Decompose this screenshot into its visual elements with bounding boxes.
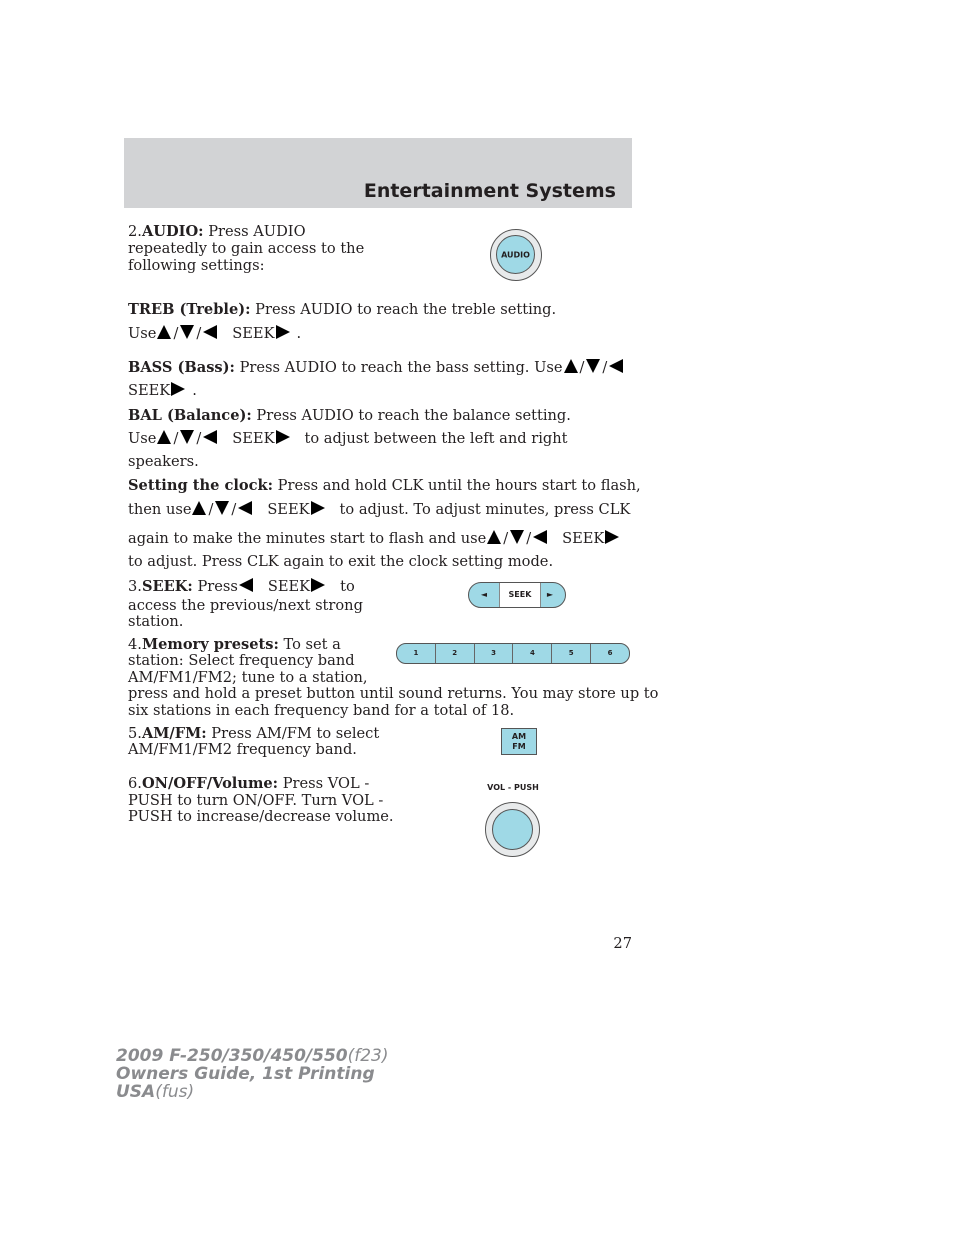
power-term: ON/OFF/Volume:: [141, 775, 279, 792]
treb-use: Use: [128, 325, 157, 342]
amfm-term: AM/FM:: [141, 725, 207, 742]
audio-button-label: AUDIO: [501, 250, 530, 259]
bal-text: Press AUDIO to reach the balance setting.: [256, 407, 571, 424]
memory-line-2: station: Select frequency band: [128, 652, 355, 669]
power-line-1: [128, 775, 369, 792]
footer-model: 2009 F-250/350/450/550: [116, 1046, 348, 1066]
memory-term: Memory presets:: [141, 636, 279, 653]
seek-right-icon: [276, 430, 290, 444]
seek-left-icon: [238, 501, 252, 515]
amfm-button-fm: FM: [512, 742, 526, 751]
bal-line-1: [128, 407, 571, 424]
seek-right-icon: [311, 501, 325, 515]
clock-text: Press and hold CLK until the hours start to flash,: [277, 477, 641, 494]
memory-line-1: [128, 636, 341, 653]
power-number: 6.: [128, 775, 142, 792]
treb-term: TREB (Treble):: [128, 301, 251, 318]
up-arrow-icon: [192, 501, 206, 515]
clock-line-2: then use / / SEEK to adjust. To adjust minutes, press CLK: [128, 501, 631, 518]
seek-press: Press: [197, 578, 238, 595]
bal-line-2: Use / / SEEK to adjust between the left and right: [128, 430, 568, 447]
up-arrow-icon: [564, 359, 578, 373]
seek-line-3: station.: [128, 613, 184, 630]
seek-left-icon: [203, 430, 217, 444]
bal-seek: SEEK: [232, 430, 275, 447]
down-arrow-icon: [180, 430, 194, 444]
footer-model-code: (f23): [347, 1046, 389, 1066]
volume-knob-face: [492, 809, 533, 850]
preset-button-4: 4: [513, 644, 552, 663]
memory-line-3: AM/FM1/FM2; tune to a station,: [128, 669, 368, 686]
down-arrow-icon: [510, 530, 524, 544]
bass-line-1: BASS (Bass): Press AUDIO to reach the bass setting. Use / /: [128, 359, 624, 376]
clock-line-4: to adjust. Press CLK again to exit the clock setting mode.: [128, 553, 554, 570]
amfm-line-2: AM/FM1/FM2 frequency band.: [128, 741, 357, 758]
treb-line-2: Use / / SEEK .: [128, 325, 302, 342]
page-title: Entertainment Systems: [363, 180, 616, 202]
seek-left-icon: [533, 530, 547, 544]
volume-knob-illustration: [485, 802, 540, 857]
clock-adjust: to adjust. To adjust minutes, press CLK: [339, 501, 631, 518]
down-arrow-icon: [180, 325, 194, 339]
header-band: [124, 138, 632, 208]
power-line-3: PUSH to increase/decrease volume.: [128, 808, 394, 825]
clock-again: again to make the minutes start to flash and use: [128, 530, 487, 547]
treb-end: .: [296, 325, 302, 342]
down-arrow-icon: [586, 359, 600, 373]
page-number: 27: [613, 935, 632, 952]
preset-button-2: 2: [436, 644, 475, 663]
seek-right-icon: [171, 382, 185, 396]
bass-line-2: [128, 382, 197, 399]
seek-left-icon: [239, 578, 253, 592]
preset-button-3: 3: [475, 644, 514, 663]
bal-use: Use: [128, 430, 157, 447]
footer-region: USA: [116, 1082, 156, 1102]
seek-right-icon: [605, 530, 619, 544]
bal-tail: to adjust between the left and right: [304, 430, 568, 447]
amfm-button-illustration: [501, 728, 537, 755]
preset-button-6: 6: [607, 649, 613, 657]
seek-line-2: access the previous/next strong: [128, 597, 363, 614]
memory-line-5: six stations in each frequency band for a total of 18.: [128, 702, 515, 719]
memory-l1: To set a: [283, 636, 341, 653]
audio-term: AUDIO:: [141, 223, 204, 240]
clock-term: Setting the clock:: [128, 477, 274, 494]
treb-line-1: [128, 301, 556, 318]
power-line-2: PUSH to turn ON/OFF. Turn VOL -: [128, 792, 384, 809]
bass-term: BASS (Bass):: [128, 359, 235, 376]
clock-seek-2: SEEK: [562, 530, 605, 547]
amfm-number: 5.: [128, 725, 142, 742]
audio-paragraph: [128, 223, 388, 274]
seek-right-icon: [276, 325, 290, 339]
memory-line-4: press and hold a preset button until sound returns. You may store up to: [128, 685, 659, 702]
seek-number: 3.: [128, 578, 142, 595]
seek-button-label: SEEK: [499, 583, 541, 607]
audio-text: Press AUDIO repeatedly to gain access to the following settings:: [128, 223, 365, 274]
volume-knob-caption: VOL - PUSH: [487, 783, 539, 792]
clock-line-3: again to make the minutes start to flash and use / / SEEK: [128, 530, 620, 547]
power-l1: Press VOL -: [282, 775, 370, 792]
bass-end: .: [192, 382, 197, 399]
treb-seek: SEEK: [232, 325, 275, 342]
seek-to: to: [340, 578, 355, 595]
amfm-button-am: AM: [511, 732, 527, 741]
up-arrow-icon: [157, 430, 171, 444]
up-arrow-icon: [487, 530, 501, 544]
seek-term: SEEK:: [141, 578, 193, 595]
up-arrow-icon: [157, 325, 171, 339]
seek-left-icon: [609, 359, 623, 373]
amfm-l1: Press AM/FM to select: [211, 725, 380, 742]
bal-term: BAL (Balance):: [128, 407, 252, 424]
bass-text: Press AUDIO to reach the bass setting. Use: [239, 359, 563, 376]
amfm-line-1: [128, 725, 379, 742]
bass-seek: SEEK: [128, 382, 171, 399]
seek-left-arrow-icon: ◄: [480, 590, 488, 599]
clock-then-use: then use: [128, 501, 192, 518]
down-arrow-icon: [215, 501, 229, 515]
clock-line-1: [128, 477, 641, 494]
audio-button-illustration: [490, 229, 542, 281]
footer: [116, 1047, 389, 1101]
preset-buttons-illustration: [396, 643, 630, 664]
audio-button-face: [496, 235, 535, 274]
clock-seek: SEEK: [267, 501, 310, 518]
bal-line-3: speakers.: [128, 453, 199, 470]
preset-button-1: 1: [397, 644, 436, 663]
seek-button-illustration: [468, 582, 566, 608]
footer-guide: Owners Guide, 1st Printing: [116, 1064, 375, 1084]
seek-seek: SEEK: [267, 578, 311, 595]
seek-right-arrow-icon: ►: [546, 590, 554, 599]
seek-right-icon: [311, 578, 325, 592]
seek-line-1: [128, 578, 355, 595]
seek-left-icon: [203, 325, 217, 339]
footer-region-code: (fus): [155, 1082, 195, 1102]
treb-text: Press AUDIO to reach the treble setting.: [255, 301, 557, 318]
preset-button-5: 5: [552, 644, 591, 663]
memory-number: 4.: [128, 636, 142, 653]
audio-number: 2.: [128, 223, 142, 240]
